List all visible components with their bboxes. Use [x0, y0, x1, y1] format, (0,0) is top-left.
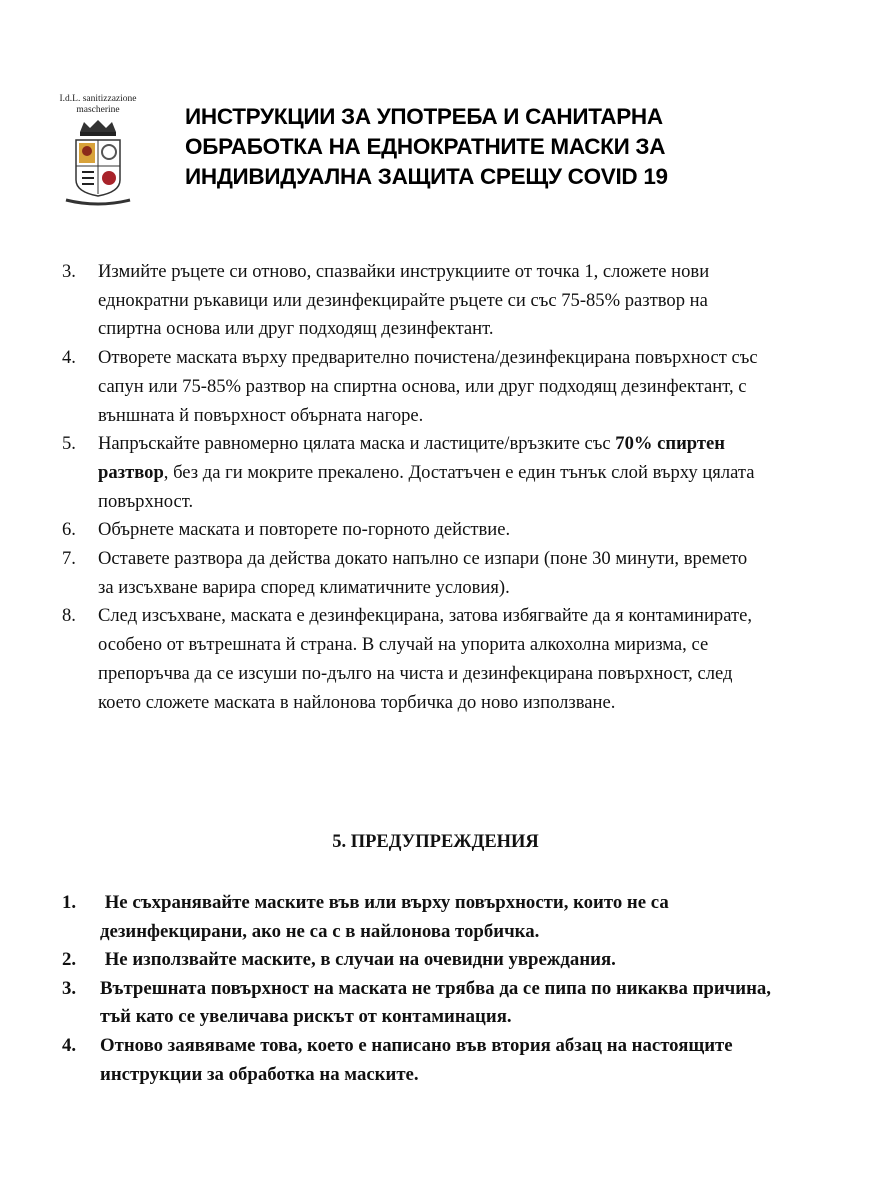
text-segment: Напръскайте равномерно цялата маска и ластиците/връзките със: [98, 433, 616, 455]
instruction-step: [62, 545, 852, 602]
text-segment: дезинфекцирани, ако не са с в найлонова торбичка.: [100, 920, 540, 942]
list-item-number: 2.: [62, 949, 77, 971]
list-item-line: [100, 1003, 852, 1032]
list-item-line: [100, 975, 852, 1004]
text-segment: еднократни ръкавици или дезинфекцирайте ръцете си със 75-85% разтвор на: [98, 289, 708, 311]
list-item-line: [98, 402, 852, 431]
list-item-line: [98, 574, 852, 603]
text-segment: , без да ги мокрите прекалено. Достатъчен е един тънък слой върху цялата: [163, 461, 755, 483]
list-item-line: [98, 315, 852, 344]
text-segment: особено от вътрешната й страна. В случай на упорита алкохолна миризма, се: [98, 634, 709, 656]
list-item-line: [98, 430, 852, 459]
text-segment: Вътрешната повърхност на маската не трябва да се пипа по никаква причина,: [100, 977, 771, 999]
text-segment: Не използвайте маските, в случаи на очевидни увреждания.: [100, 949, 616, 971]
instruction-step: [62, 430, 852, 516]
warnings-list: [62, 889, 852, 1089]
list-item-line: [100, 889, 852, 918]
list-item-line: [98, 516, 852, 545]
text-segment: Обърнете маската и повторете по-горното действие.: [98, 519, 511, 541]
text-segment: Не съхранявайте маските във или върху повърхности, които не са: [100, 892, 669, 913]
instruction-step: [62, 344, 852, 430]
list-item-number: 5.: [62, 433, 76, 455]
text-segment: външната й повърхност обърната нагоре.: [98, 404, 424, 426]
list-item-number: 4.: [62, 347, 76, 369]
list-item-line: [98, 488, 852, 517]
text-segment: След изсъхване, маската е дезинфекцирана, затова избягвайте да я контаминирате,: [98, 605, 753, 627]
text-segment: повърхност.: [98, 490, 194, 512]
text-segment: препоръчва да се изсуши по-дълго на чиста и дезинфекцирана повърхност, след: [98, 662, 733, 684]
warning-item: [62, 975, 852, 1032]
text-segment: за изсъхване варира според климатичните условия).: [98, 576, 510, 598]
instruction-steps-list: [62, 258, 852, 717]
logo-text-line1: I.d.L. sanitizzazione: [59, 94, 137, 104]
warning-item: [62, 889, 852, 946]
list-item-number: 3.: [62, 977, 77, 999]
coat-of-arms-icon: [58, 118, 138, 206]
bold-text: разтвор: [98, 461, 164, 483]
list-item-line: [98, 287, 852, 316]
bold-text: 70% спиртен: [615, 433, 726, 455]
instruction-step: [62, 258, 852, 344]
text-segment: спиртна основа или друг подходящ дезинфектант.: [98, 318, 494, 340]
list-item-number: 3.: [62, 261, 76, 282]
instruction-step: [62, 516, 852, 545]
instruction-step: [62, 602, 852, 717]
text-segment: инструкции за обработка на маските.: [100, 1063, 419, 1085]
list-item-line: [98, 258, 852, 287]
list-item-line: [98, 344, 852, 373]
list-item-line: [100, 1061, 852, 1090]
text-segment: Оставете разтвора да действа докато напълно се изпари (поне 30 минути, времето: [98, 548, 748, 570]
list-item-line: [100, 918, 852, 947]
list-item-number: 7.: [62, 548, 76, 570]
title-line: ИНДИВИДУАЛНА ЗАЩИТА СРЕЩУ COVID 19: [185, 164, 668, 189]
document-title: [185, 102, 668, 192]
list-item-line: [98, 689, 852, 718]
text-segment: тъй като се увеличава рискът от контаминация.: [100, 1006, 512, 1028]
warning-item: [62, 946, 852, 975]
list-item-line: [98, 631, 852, 660]
text-segment: Измийте ръцете си отново, спазвайки инструкциите от точка 1, сложете нови: [98, 261, 710, 282]
text-segment: Отворете маската върху предварително почистена/дезинфекцирана повърхност със: [98, 347, 758, 369]
coat-of-arms-logo: [48, 94, 148, 209]
text-segment: Отново заявяваме това, което е написано във втория абзац на настоящите: [100, 1034, 733, 1056]
list-item-line: [98, 459, 852, 488]
warning-item: [62, 1032, 852, 1089]
list-item-line: [100, 946, 852, 975]
list-item-number: 6.: [62, 519, 76, 541]
logo-text-line2: mascherine: [76, 105, 120, 115]
list-item-line: [98, 602, 852, 631]
list-item-line: [98, 545, 852, 574]
text-segment: което сложете маската в найлонова торбичка до ново използване.: [98, 691, 616, 713]
warnings-heading: 5. ПРЕДУПРЕЖДЕНИЯ: [332, 832, 539, 852]
list-item-line: [98, 660, 852, 689]
list-item-number: 4.: [62, 1034, 77, 1056]
title-line: ОБРАБОТКА НА ЕДНОКРАТНИТЕ МАСКИ ЗА: [185, 134, 666, 159]
list-item-number: 8.: [62, 605, 76, 627]
list-item-number: 1.: [62, 892, 77, 913]
list-item-line: [98, 373, 852, 402]
list-item-line: [100, 1032, 852, 1061]
title-line: ИНСТРУКЦИИ ЗА УПОТРЕБА И САНИТАРНА: [185, 104, 663, 129]
text-segment: сапун или 75-85% разтвор на спиртна основа, или друг подходящ дезинфектант, с: [98, 375, 747, 397]
